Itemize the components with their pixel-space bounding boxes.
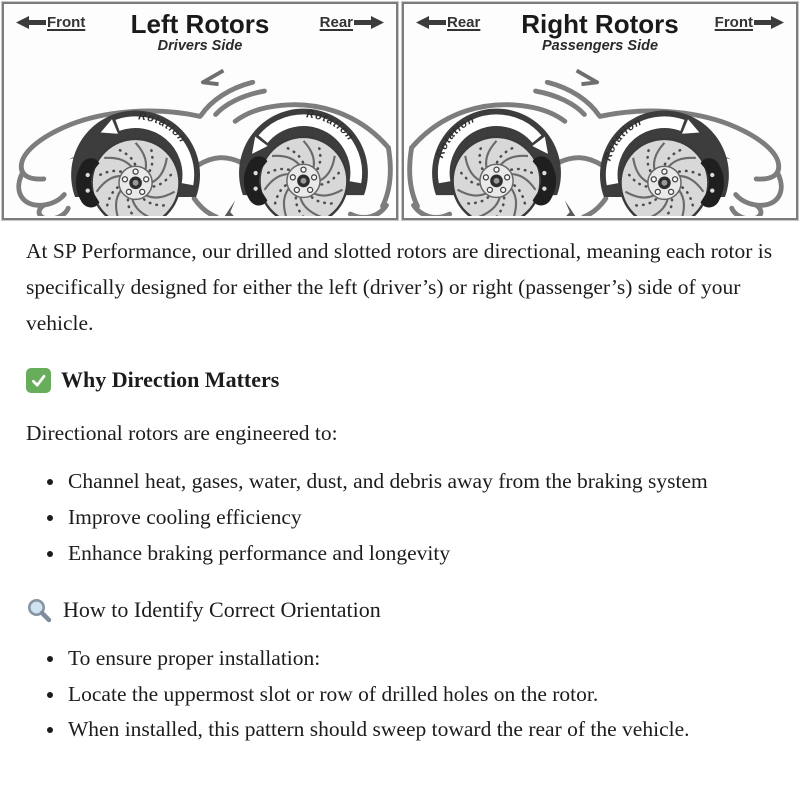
- magnifier-icon: [26, 597, 53, 624]
- arrow-right-icon: [754, 16, 784, 29]
- section-lead: Directional rotors are engineered to:: [26, 421, 338, 446]
- article-body: [0, 220, 800, 748]
- right-panel-header: [404, 4, 796, 56]
- rotor-direction-diagram: [0, 0, 800, 220]
- section-title: Why Direction Matters: [61, 366, 280, 392]
- direction-text: Rear: [319, 14, 353, 31]
- rear-direction-label: [320, 14, 384, 31]
- arrow-left-icon: [16, 16, 46, 29]
- list-item: • When installed, this pattern should sweep toward the rear of the vehicle.: [66, 712, 774, 748]
- direction-text: Front: [47, 14, 86, 31]
- rotation-label: Rotation: [434, 113, 477, 160]
- front-direction-label: [16, 14, 85, 31]
- left-panel-header: [4, 4, 396, 56]
- left-rotors-panel: [2, 2, 398, 220]
- car-right-facing-icon: [404, 52, 796, 216]
- panel-subtitle: Drivers Side: [157, 38, 243, 55]
- arrow-right-icon: [354, 16, 384, 29]
- panel-title: Left Rotors: [130, 9, 270, 39]
- rotation-label: Rotation: [305, 108, 357, 144]
- car-left-facing-icon: [4, 52, 396, 216]
- front-direction-label: [715, 14, 784, 31]
- right-car-illustration: [404, 52, 796, 216]
- right-rotors-panel: [402, 2, 798, 220]
- orientation-list: [26, 641, 774, 749]
- direction-text: Front: [714, 14, 753, 31]
- section-heading-identify-orientation: [26, 592, 774, 629]
- list-item: • Enhance braking performance and longevity: [66, 536, 774, 572]
- rotation-label: Rotation: [601, 115, 644, 163]
- rotation-label: Rotation: [137, 110, 189, 146]
- section-heading-why-direction-matters: [26, 362, 774, 399]
- direction-text: Rear: [447, 14, 481, 31]
- rear-direction-label: [416, 14, 480, 31]
- list-item: • Channel heat, gases, water, dust, and debris away from the braking system: [66, 464, 774, 500]
- panel-subtitle: Passengers Side: [541, 38, 659, 55]
- arrow-left-icon: [416, 16, 446, 29]
- list-item: • Improve cooling efficiency: [66, 500, 774, 536]
- list-item: • Locate the uppermost slot or row of drilled holes on the rotor.: [66, 677, 774, 713]
- benefits-list: [26, 464, 774, 572]
- check-square-icon: [26, 368, 51, 393]
- intro-paragraph: At SP Performance, our drilled and slotted rotors are directional, meaning each rotor is specifically designed for either the left (driver’s) or right (passenger’s) side of your vehicle.: [26, 239, 773, 335]
- list-item: • To ensure proper installation:: [66, 641, 774, 677]
- left-car-illustration: [4, 52, 396, 216]
- section-title: How to Identify Correct Orientation: [63, 596, 381, 622]
- panel-title: Right Rotors: [521, 9, 679, 39]
